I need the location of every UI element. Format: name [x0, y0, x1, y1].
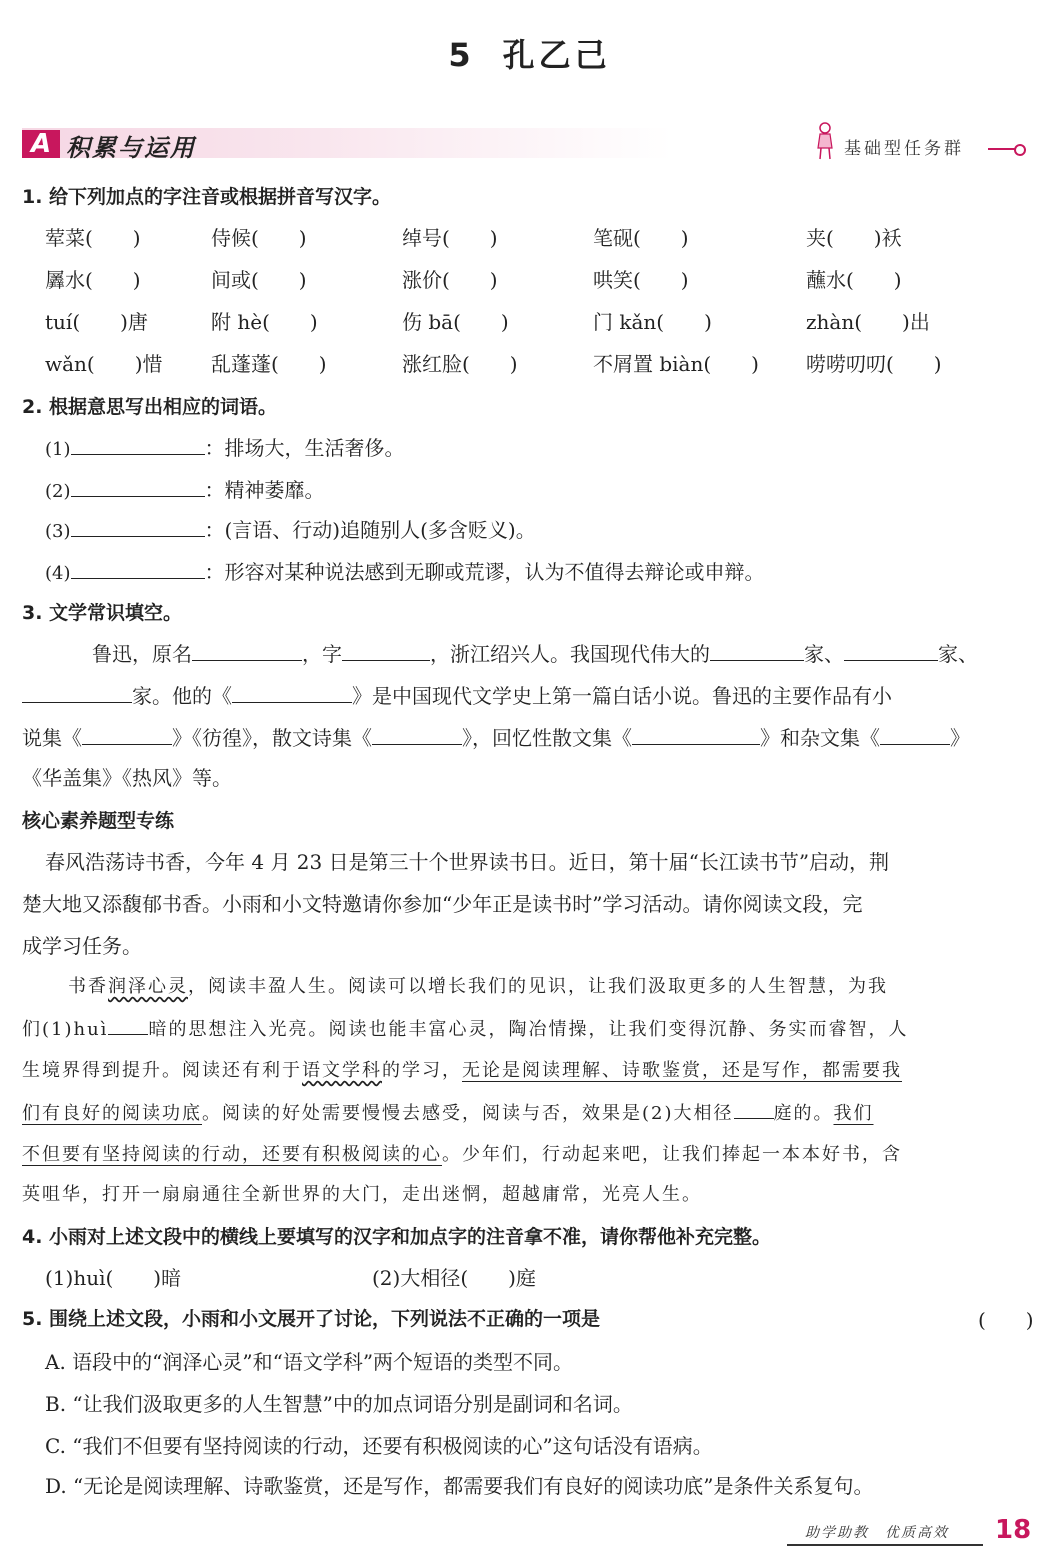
answer-blank[interactable] [734, 1098, 774, 1119]
option-b: B. “让我们汲取更多的人生智慧”中的加点词语分别是副词和名词。 [45, 1392, 633, 1416]
core-p1-line: 春风浩荡诗书香，今年 4 月 23 日是第三十个世界读书日。近日，第十届“长江读书节”启动，荆 [45, 850, 890, 874]
q3-line-3: 说集《 》《彷徨》，散文诗集《 》，回忆性散文集《 》和杂文集《 》 [22, 726, 970, 750]
passage-line: 们有良好的阅读功底。阅读的好处需要慢慢去感受，阅读与否，效果是(2)大相径 庭的。我们 [22, 1098, 874, 1125]
answer-blank[interactable] [71, 434, 205, 455]
q1-cell: 附 hè( ) [211, 310, 318, 334]
answer-blank[interactable] [880, 724, 950, 745]
answer-blank[interactable] [71, 476, 205, 497]
q1-cell: 伤 bā( ) [402, 310, 509, 334]
q3-line-2: 家。他的《 》是中国现代文学史上第一篇白话小说。鲁迅的主要作品有小 [22, 680, 892, 709]
q1-cell: 哄笑( ) [593, 268, 689, 292]
core-label: 核心素养题型专练 [22, 810, 175, 832]
page-title [0, 30, 1059, 76]
q1-cell: 涨红脸( ) [402, 352, 518, 376]
q1-cell: 唠唠叨叨( ) [806, 352, 942, 376]
answer-blank[interactable] [372, 724, 462, 745]
answer-blank[interactable] [108, 1014, 148, 1035]
passage-line: 生境界得到提升。阅读还有利于语文学科的学习，无论是阅读理解、诗歌鉴赏，还是写作，都需要我 [22, 1060, 902, 1081]
q1-cell: 绰号( ) [402, 226, 498, 250]
answer-blank[interactable] [342, 640, 430, 661]
passage-line: 不但要有坚持阅读的行动，还要有积极阅读的心。少年们，行动起来吧，让我们捧起一本本好书，含 [22, 1144, 902, 1165]
core-p1-line: 成学习任务。 [22, 934, 142, 958]
passage-line: 英咀华，打开一扇扇通往全新世界的大门，走出迷惘，超越庸常，光亮人生。 [22, 1184, 702, 1205]
lesson-number: 5 [448, 36, 475, 74]
page-number: 18 [995, 1515, 1032, 1545]
q3-line-4: 《华盖集》《热风》等。 [22, 766, 232, 790]
task-group-tag: 基础型任务群 [844, 139, 964, 159]
question-4-label: 4. 小雨对上述文段中的横线上要填写的汉字和加点字的注音拿不准，请你帮他补充完整。 [22, 1226, 772, 1248]
q3-line-1: 鲁迅，原名 ，字 ，浙江绍兴人。我国现代伟大的 家、 家、 [92, 642, 978, 666]
footer-rule [787, 1544, 983, 1546]
q2-item: (1) ：排场大，生活奢侈。 [45, 436, 405, 460]
question-2-label: 2. 根据意思写出相应的词语。 [22, 396, 278, 418]
underlined-sentence: 们有良好的阅读功底 [22, 1103, 202, 1124]
option-d: D. “无论是阅读理解、诗歌鉴赏，还是写作，都需要我们有良好的阅读功底”是条件关系复句。 [45, 1474, 874, 1498]
section-name: 积累与运用 [66, 134, 196, 162]
wavy-phrase: 语文学科 [302, 1060, 382, 1081]
answer-blank[interactable] [22, 682, 132, 703]
q4-answer-b: (2)大相径( )庭 [372, 1266, 536, 1290]
answer-blank[interactable] [192, 640, 302, 661]
page-footer [787, 1515, 1037, 1545]
answer-blank[interactable] [710, 640, 804, 661]
q1-cell: 侍候( ) [211, 226, 307, 250]
q1-cell: 夹( )袄 [806, 226, 902, 250]
core-p1-line: 楚大地又添馥郁书香。小雨和小文特邀请你参加“少年正是读书时”学习活动。请你阅读文段，完 [22, 892, 863, 916]
q1-cell: 不屑置 biàn( ) [593, 352, 759, 376]
passage-line: 书香润泽心灵，阅读丰盈人生。阅读可以增长我们的见识，让我们汲取更多的人生智慧，为我 [68, 976, 888, 997]
option-a: A. 语段中的“润泽心灵”和“语文学科”两个短语的类型不同。 [45, 1350, 574, 1374]
q1-cell: 笔砚( ) [593, 226, 689, 250]
answer-blank[interactable] [82, 724, 172, 745]
q2-item: (2) ：精神萎靡。 [45, 478, 325, 502]
section-badge: A [22, 130, 60, 158]
underlined-sentence: 我们 [833, 1103, 874, 1124]
question-3-label: 3. 文学常识填空。 [22, 602, 183, 624]
q1-cell: 蘸水( ) [806, 268, 902, 292]
passage-line: 们(1)huì 暗的思想注入光亮。阅读也能丰富心灵，陶冶情操，让我们变得沉静、务实而睿智，人 [22, 1014, 908, 1041]
q2-item: (4) ：形容对某种说法感到无聊或荒谬，认为不值得去辩论或申辩。 [45, 560, 765, 584]
answer-blank[interactable] [71, 558, 205, 579]
option-c: C. “我们不但要有坚持阅读的行动，还要有积极阅读的心”这句话没有语病。 [45, 1434, 713, 1458]
wavy-phrase: 润泽心灵 [108, 976, 188, 997]
answer-blank[interactable] [844, 640, 938, 661]
q1-cell: wǎn( )惜 [45, 352, 163, 376]
q1-cell: zhàn( )出 [806, 310, 930, 334]
q2-item: (3) ：(言语、行动)追随别人(多含贬义)。 [45, 518, 536, 542]
underlined-sentence: 不但要有坚持阅读的行动，还要有积极阅读的心 [22, 1144, 442, 1165]
answer-blank[interactable] [232, 682, 352, 703]
section-header [22, 122, 1022, 162]
q1-cell: 涨价( ) [402, 268, 498, 292]
q1-cell: 乱蓬蓬( ) [211, 352, 327, 376]
question-5-label: 5. 围绕上述文段，小雨和小文展开了讨论，下列说法不正确的一项是 [22, 1308, 601, 1330]
footer-slogan: 助学助教 优质高效 [805, 1525, 949, 1541]
answer-blank[interactable] [71, 516, 205, 537]
lesson-title: 孔乙己 [502, 36, 611, 74]
answer-paren[interactable]: ( ) [978, 1308, 1034, 1332]
q1-cell: tuí( )唐 [45, 310, 148, 334]
q1-cell: 羼水( ) [45, 268, 141, 292]
tag-dot [1014, 144, 1026, 156]
student-figure-icon [812, 122, 838, 160]
question-1-label: 1. 给下列加点的字注音或根据拼音写汉字。 [22, 186, 392, 208]
q1-cell: 荤菜( ) [45, 226, 141, 250]
answer-blank[interactable] [632, 724, 760, 745]
q4-answer-a: (1)huì( )暗 [45, 1266, 182, 1290]
q1-cell: 间或( ) [211, 268, 307, 292]
q1-cell: 门 kǎn( ) [593, 310, 712, 334]
underlined-sentence: 无论是阅读理解、诗歌鉴赏，还是写作，都需要我 [462, 1060, 902, 1081]
